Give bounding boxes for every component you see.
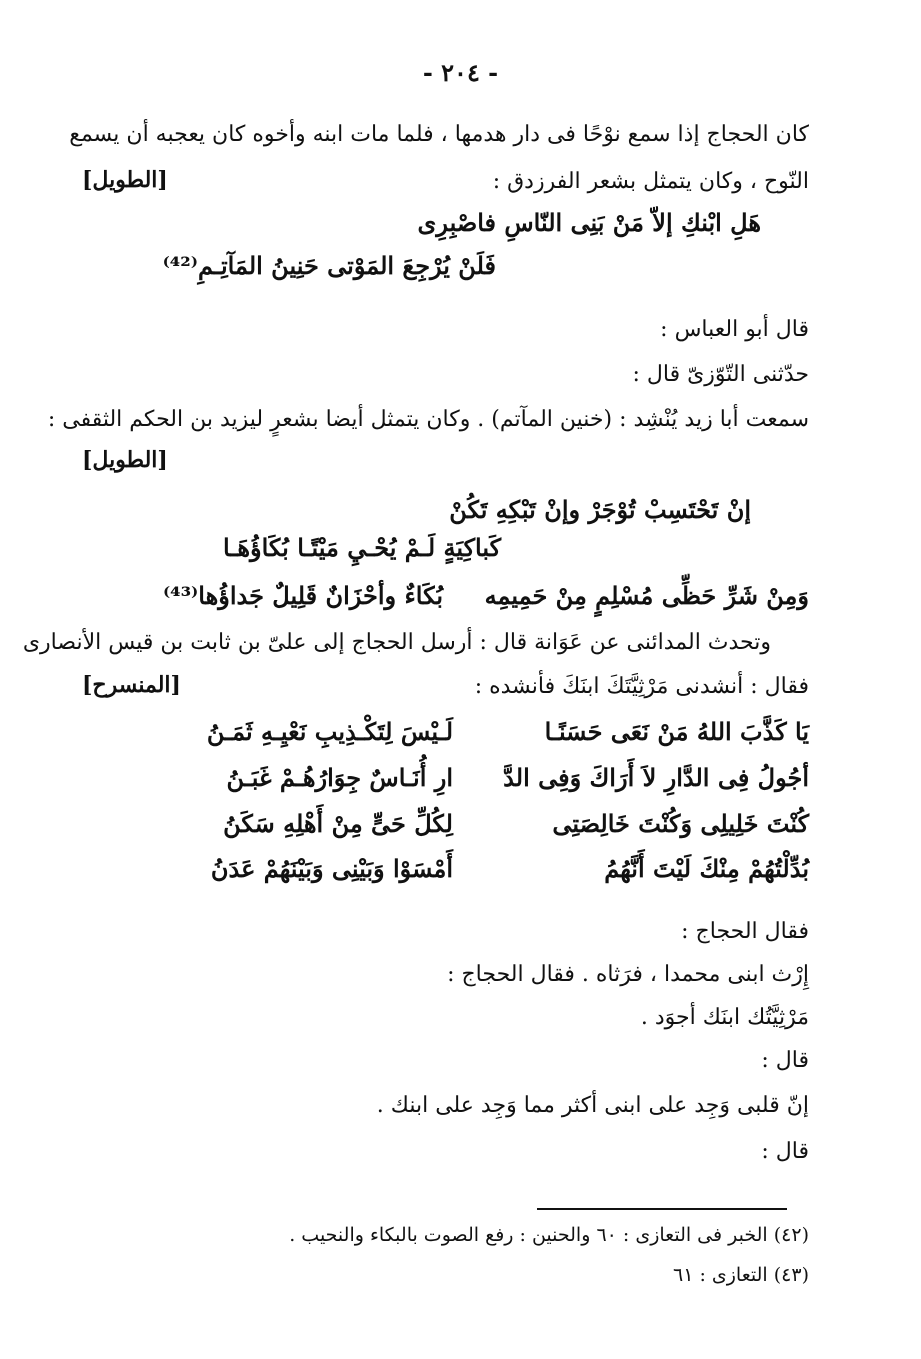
verse-hemistich: ارِ أُنَـاسٌ جِوَارُهُـمْ غَبَـنُ bbox=[226, 763, 453, 792]
verse-hemistich: بُكَاءٌ وأحْزَانٌ قَلِيلٌ جَداؤُها⁽⁴³⁾ bbox=[162, 581, 443, 610]
paragraph-line: قال : bbox=[761, 1048, 809, 1073]
verse-hemistich: فَلَنْ يُرْجِعَ المَوْتى حَنِينُ المَآتِـمِ⁽⁴²⁾ bbox=[162, 251, 496, 280]
paragraph-line: حدّثنى التّوّزىّ قال : bbox=[632, 362, 809, 387]
verse-hemistich: لَـيْسَ لِتَكْـذِيبِ نَعْيِـهِ ثَمَـنُ bbox=[206, 717, 453, 746]
paragraph-line: قال : bbox=[761, 1139, 809, 1164]
verse-hemistich: هَلِ ابْنكِ إلاّ مَنْ بَنِى النّاسِ فاصْبِرِى bbox=[417, 208, 761, 237]
meter-label: [المنسرح] bbox=[82, 672, 181, 698]
paragraph-line: النّوح ، وكان يتمثل بشعر الفرزدق : bbox=[492, 169, 809, 194]
paragraph-line: إِرْث ابنى محمدا ، فرَثاه . فقال الحجاج : bbox=[447, 962, 809, 987]
paragraph-line: فقال الحجاج : bbox=[681, 919, 809, 944]
verse-hemistich: أَمْسَوْا وَبَيْنِى وَبَيْنَهُمْ عَدَنُ bbox=[210, 854, 453, 883]
paragraph-line: وتحدث المدائنى عن عَوَانة قال : أرسل الحجاج إلى علىّ بن ثابت بن قيس الأنصارى bbox=[22, 630, 771, 655]
verse-hemistich: إنْ تَحْتَسِبْ تُوْجَرْ وإنْ تَبْكِهِ تَكُنْ bbox=[449, 495, 751, 524]
footnote-divider bbox=[537, 1208, 787, 1210]
meter-label: [الطويل] bbox=[82, 447, 168, 473]
paragraph-line: إنّ قلبى وَجِد على ابنى أكثر مما وَجِد على ابنك . bbox=[376, 1093, 809, 1118]
verse-hemistich: لِكُلِّ حَىٍّ مِنْ أَهْلِهِ سَكَنُ bbox=[223, 809, 453, 838]
paragraph-line: فقال : أنشدنى مَرْثِيَّتَكَ ابنَكَ فأنشده : bbox=[474, 674, 809, 699]
verse-hemistich: بُدِّلْتُهُمْ مِنْكَ لَيْتَ أَنَّهُمُ bbox=[604, 854, 809, 883]
footnote: (٤٣) التعازى : ٦١ bbox=[672, 1264, 809, 1286]
verse-hemistich: كَباكِيَةٍ لَـمْ يُحْـيِ مَيْتًـا بُكَاؤُهَـا bbox=[223, 533, 501, 562]
verse-hemistich: كُنْتَ خَلِيلِى وَكُنْتَ خَالِصَتِى bbox=[552, 809, 809, 838]
paragraph-line: قال أبو العباس : bbox=[660, 317, 809, 342]
paragraph-line: مَرْثِيَّتُك ابنَك أجوَد . bbox=[640, 1005, 809, 1030]
meter-label: [الطويل] bbox=[82, 167, 168, 193]
paragraph-line: كان الحجاج إذا سمع نوْحًا فى دار هدمها ، فلما مات ابنه وأخوه كان يعجبه أن يسمع bbox=[69, 122, 809, 147]
verse-hemistich: أجُولُ فِى الدَّارِ لاَ أَرَاكَ وَفِى الدَّ bbox=[503, 763, 809, 792]
footnote: (٤٢) الخبر فى التعازى : ٦٠ والحنين : رفع الصوت بالبكاء والنحيب . bbox=[289, 1224, 809, 1246]
verse-hemistich: وَمِنْ شَرِّ حَظِّى مُسْلِمٍ مِنْ حَمِيمِه bbox=[484, 581, 809, 610]
page-number: - ٢٠٤ - bbox=[422, 58, 499, 87]
paragraph-line: سمعت أبا زيد يُنْشِد : (خنين المآتم) . وكان يتمثل أيضا بشعرٍ ليزيد بن الحكم الثقفى : bbox=[47, 407, 809, 432]
verse-hemistich: يَا كَذَّبَ اللهُ مَنْ نَعَى حَسَنًـا bbox=[544, 717, 809, 746]
